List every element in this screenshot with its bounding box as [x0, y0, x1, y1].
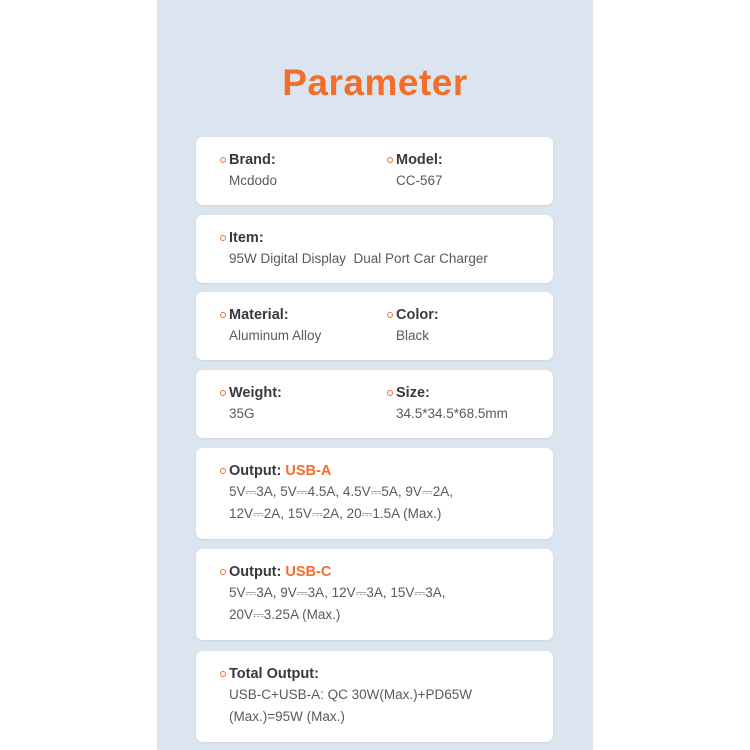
bullet-dot-icon	[220, 468, 226, 474]
weight-value: 35G	[229, 406, 255, 421]
field-model	[387, 152, 443, 192]
weight-label: Weight:	[220, 385, 282, 401]
field-item	[220, 230, 488, 270]
size-label: Size:	[387, 385, 508, 401]
total-output-line2: (Max.)=95W (Max.)	[229, 709, 345, 724]
bullet-dot-icon	[220, 671, 226, 677]
output-usb-c-line1: 5V⎓3A, 9V⎓3A, 12V⎓3A, 15V⎓3A,	[229, 585, 446, 600]
card-item	[196, 215, 553, 283]
item-value: 95W Digital Display Dual Port Car Charger	[229, 251, 488, 266]
field-weight	[220, 385, 282, 425]
bullet-dot-icon	[387, 390, 393, 396]
material-value: Aluminum Alloy	[229, 328, 322, 343]
field-output-usb-c	[220, 564, 445, 626]
page-title: Parameter	[282, 62, 468, 103]
color-label: Color:	[387, 307, 439, 323]
brand-label: Brand:	[220, 152, 277, 168]
card-brand-model	[196, 137, 553, 205]
field-size	[387, 385, 508, 425]
bullet-dot-icon	[220, 569, 226, 575]
color-value: Black	[396, 328, 430, 343]
output-usb-a-label: Output: USB-A	[220, 463, 453, 479]
bullet-dot-icon	[220, 157, 226, 163]
port-usb-c: USB-C	[285, 564, 332, 580]
card-weight-size	[196, 370, 553, 438]
field-output-usb-a	[220, 463, 453, 525]
model-label: Model:	[387, 152, 443, 168]
size-value: 34.5*34.5*68.5mm	[396, 406, 508, 421]
card-material-color	[196, 292, 553, 360]
bullet-dot-icon	[220, 235, 226, 241]
bullet-dot-icon	[220, 312, 226, 318]
field-brand	[220, 152, 277, 192]
field-material	[220, 307, 321, 347]
field-total-output	[220, 666, 472, 728]
output-usb-c-label: Output: USB-C	[220, 564, 445, 580]
bullet-dot-icon	[387, 157, 393, 163]
brand-value: Mcdodo	[229, 173, 278, 188]
bullet-dot-icon	[387, 312, 393, 318]
total-output-label: Total Output:	[220, 666, 472, 682]
card-total-output	[196, 651, 553, 742]
output-usb-a-line2: 12V⎓2A, 15V⎓2A, 20⎓1.5A (Max.)	[229, 506, 442, 521]
card-output-usb-c	[196, 549, 553, 640]
total-output-line1: USB-C+USB-A: QC 30W(Max.)+PD65W	[229, 687, 473, 702]
output-usb-a-line1: 5V⎓3A, 5V⎓4.5A, 4.5V⎓5A, 9V⎓2A,	[229, 484, 453, 499]
model-value: CC-567	[396, 173, 443, 188]
material-label: Material:	[220, 307, 321, 323]
field-color	[387, 307, 439, 347]
port-usb-a: USB-A	[285, 463, 332, 479]
bullet-dot-icon	[220, 390, 226, 396]
output-usb-c-line2: 20V⎓3.25A (Max.)	[229, 607, 341, 622]
card-output-usb-a	[196, 448, 553, 539]
item-label: Item:	[220, 230, 488, 246]
